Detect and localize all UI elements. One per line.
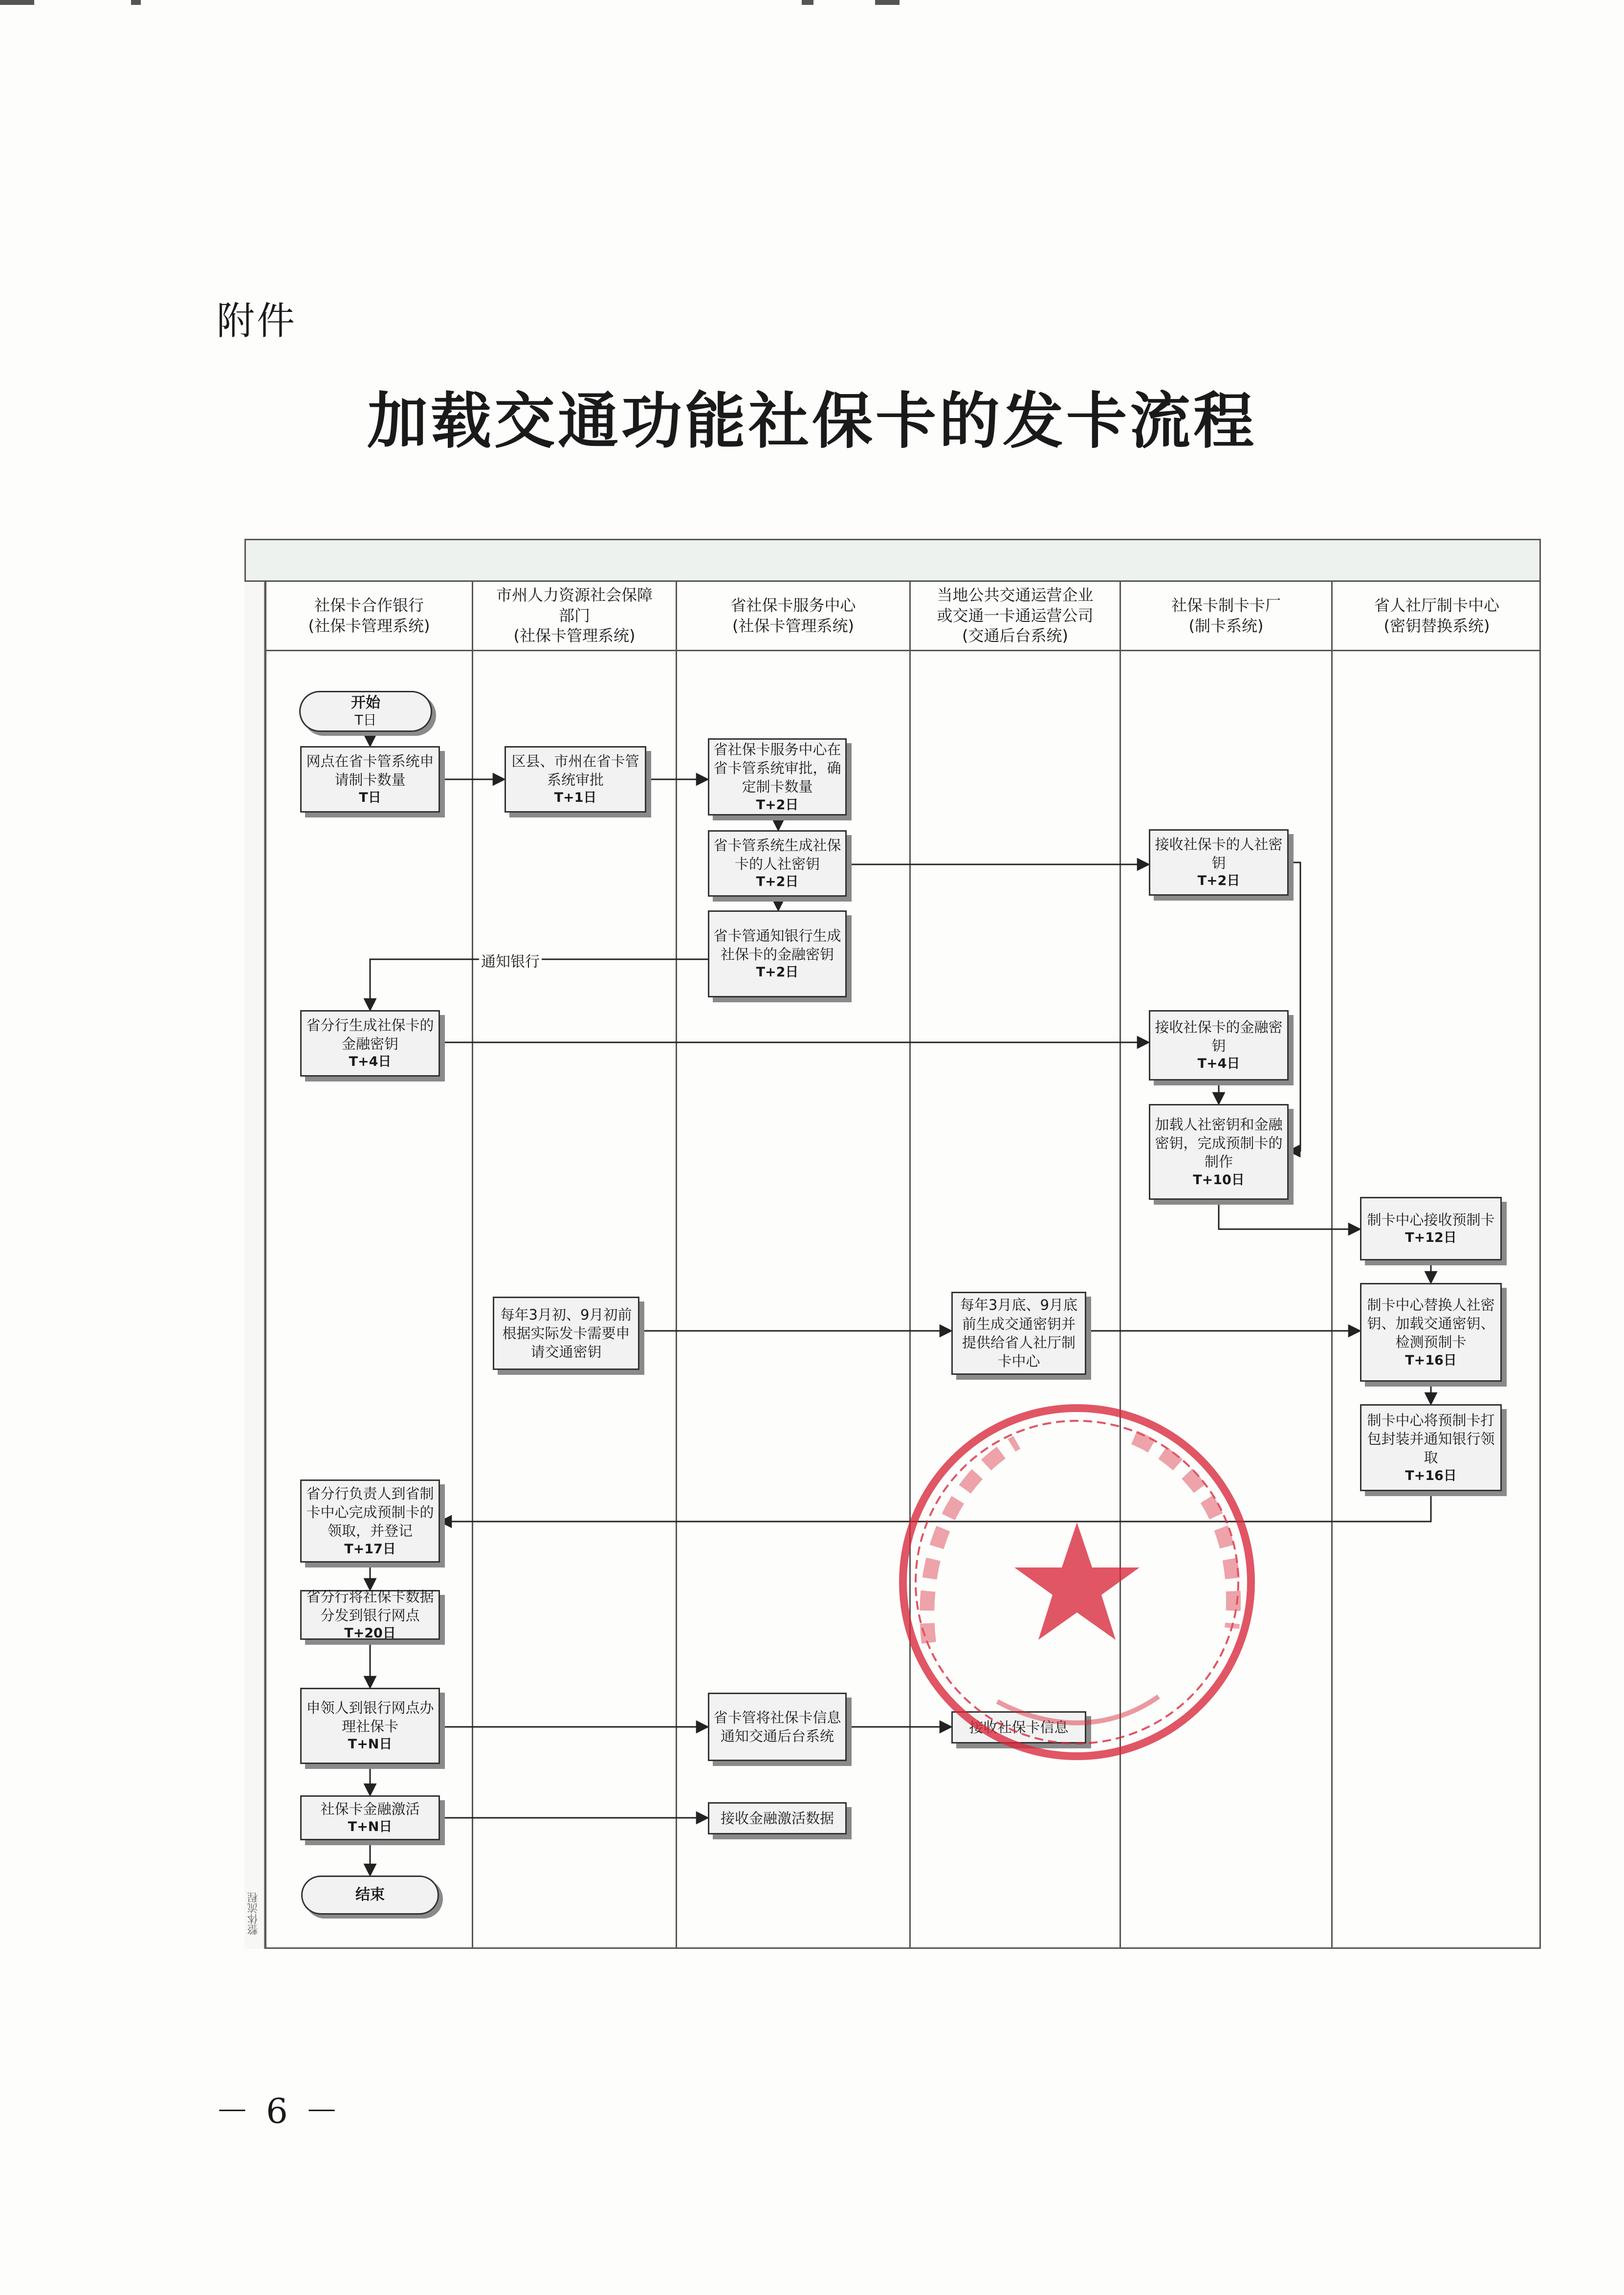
step-text: 省卡管通知银行生成社保卡的金融密钥 xyxy=(713,927,841,963)
lane-system: (交通后台系统) xyxy=(962,626,1068,645)
document-title: 加载交通功能社保卡的发卡流程 xyxy=(367,386,1257,457)
step-time: T+2日 xyxy=(1197,873,1240,889)
lane-name: 市州人力资源社会保障部门 xyxy=(496,586,653,625)
lane-name: 省社保卡服务中心 xyxy=(730,596,856,615)
lane-system: (制卡系统) xyxy=(1188,616,1264,635)
step-text: 每年3月底、9月底前生成交通密钥并提供给省人社厅制卡中心 xyxy=(960,1297,1077,1370)
step-text: 省分行生成社保卡的金融密钥 xyxy=(306,1016,434,1053)
lane-name: 社保卡制卡卡厂 xyxy=(1171,596,1281,615)
step-text: 网点在省卡管系统申请制卡数量 xyxy=(306,752,434,789)
step-text: 制卡中心接收预制卡 xyxy=(1367,1212,1495,1229)
step-time: T+16日 xyxy=(1405,1468,1457,1483)
step-text: 接收金融激活数据 xyxy=(720,1810,834,1827)
step-time: T日 xyxy=(359,790,381,806)
step-time: T+2日 xyxy=(756,797,799,813)
step-text: 省卡管系统生成社保卡的人社密钥 xyxy=(713,837,841,873)
step-text: 每年3月初、9月初前根据实际发卡需要申请交通密钥 xyxy=(500,1306,632,1361)
step-time: T+16日 xyxy=(1405,1352,1457,1368)
step-time: T+4日 xyxy=(1197,1056,1240,1072)
lane-system: (社保卡管理系统) xyxy=(308,616,430,635)
step-time: T+N日 xyxy=(348,1819,393,1835)
step-text: 接收社保卡的人社密钥 xyxy=(1155,836,1283,872)
lane-name: 当地公共交通运营企业或交通一卡通运营公司 xyxy=(937,586,1094,625)
step-time: T+12日 xyxy=(1405,1230,1457,1246)
step-time: T+4日 xyxy=(349,1054,392,1070)
attachment-label: 附件 xyxy=(217,299,297,343)
lane-system: (密钥替换系统) xyxy=(1383,616,1490,635)
step-text: 接收社保卡的金融密钥 xyxy=(1155,1018,1283,1055)
diagram-side-label: 整体流程 xyxy=(247,1892,260,1935)
step-text: 接收社保卡信息 xyxy=(969,1719,1069,1736)
seal-star-icon xyxy=(1014,1523,1140,1640)
step-time: T+20日 xyxy=(344,1626,396,1641)
lane-system: (社保卡管理系统) xyxy=(732,616,854,635)
notify-bank-label: 通知银行 xyxy=(479,949,542,971)
step-text: 省分行将社保卡数据分发到银行网点 xyxy=(306,1588,434,1624)
step-text: 区县、市州在省卡管系统审批 xyxy=(511,752,639,789)
step-time: T+N日 xyxy=(348,1737,393,1752)
step-text: 社保卡金融激活 xyxy=(320,1801,420,1818)
step-text: 开始 xyxy=(351,694,380,712)
lane-name: 省人社厅制卡中心 xyxy=(1374,596,1499,615)
step-text: 省社保卡服务中心在省卡管系统审批，确定制卡数量 xyxy=(713,741,841,795)
lane-system: (社保卡管理系统) xyxy=(513,626,636,645)
step-text: 省卡管将社保卡信息通知交通后台系统 xyxy=(713,1709,841,1744)
step-text: 省分行负责人到省制卡中心完成预制卡的领取，并登记 xyxy=(306,1485,434,1540)
step-text: 结束 xyxy=(355,1886,385,1903)
step-time: T+2日 xyxy=(756,965,799,980)
step-time: T+1日 xyxy=(554,790,597,806)
step-time: T日 xyxy=(354,712,377,728)
step-time: T+17日 xyxy=(344,1541,396,1557)
step-time: T+2日 xyxy=(756,874,799,890)
step-text: 加载人社密钥和金融密钥，完成预制卡的制作 xyxy=(1155,1116,1283,1170)
lane-name: 社保卡合作银行 xyxy=(314,596,424,615)
step-text: 制卡中心将预制卡打包封装并通知银行领取 xyxy=(1367,1412,1495,1466)
page-number: － 6 － xyxy=(215,2091,342,2131)
step-text: 制卡中心替换人社密钥、加载交通密钥、检测预制卡 xyxy=(1367,1296,1495,1351)
step-time: T+10日 xyxy=(1193,1172,1245,1188)
step-text: 申领人到银行网点办理社保卡 xyxy=(306,1699,434,1735)
